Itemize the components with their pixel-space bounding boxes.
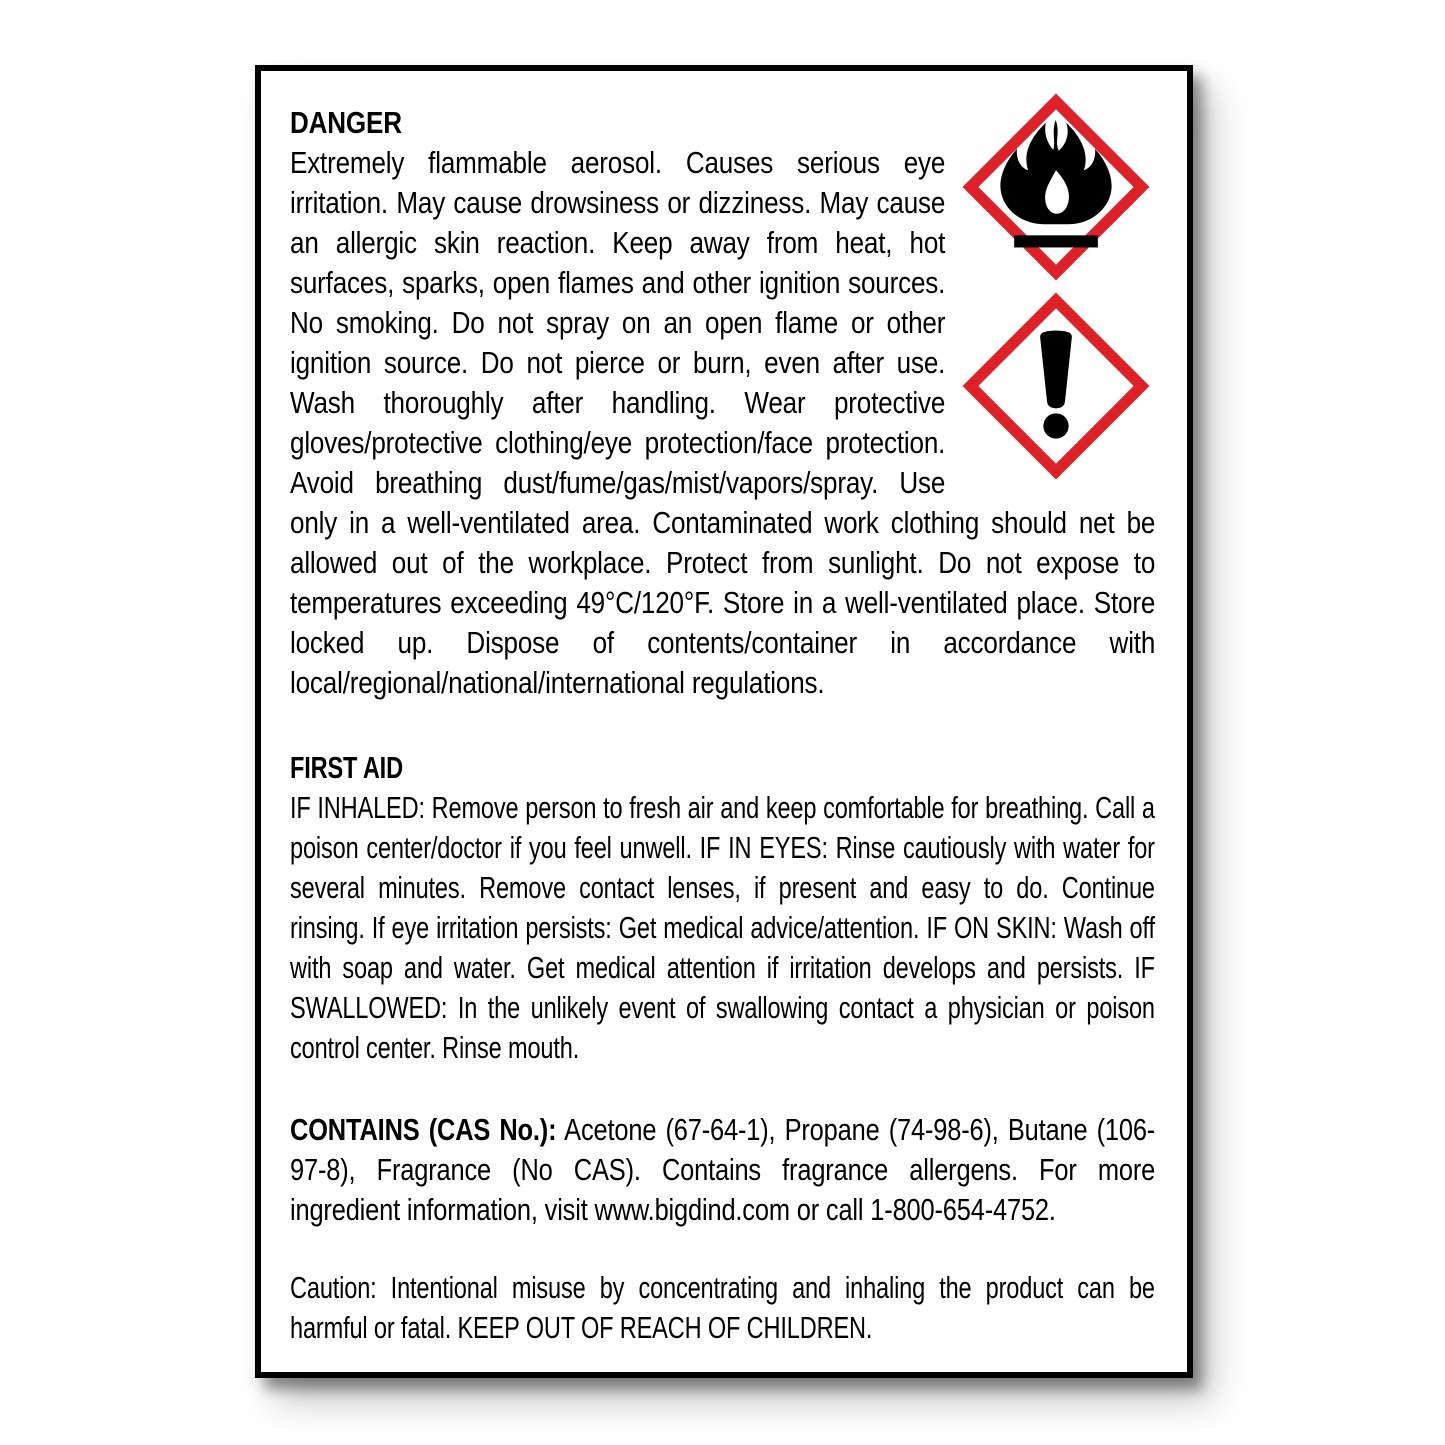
- first-aid-text: IF INHALED: Remove person to fresh air and keep comfortable for breathing. Call a poison center/doctor if you feel unwell. IF IN EYES: Rinse cautiously with water for several minutes. Remove contact lenses, if present and easy to do. Continue rinsing. If eye irritation persists: Get medical advice/attention. IF ON SKIN: Wash off with soap and water. Get medical attention if irritation develops and persists. IF SWALLOWED: In the unlikely event of swallowing contact a physician or poison control center. Rinse mouth.: [290, 790, 1155, 1065]
- first-aid-heading: FIRST AID: [290, 750, 403, 785]
- danger-text: Extremely flammable aerosol. Causes serious eye irritation. May cause drowsiness or dizziness. May cause an allergic skin reaction. Keep away from heat, hot surfaces, sparks, open flames and other ignition sources. No smoking. Do not spray on an open flame or other ignition source. Do not pierce or burn, even after use. Wash thoroughly after handling. Wear protective gloves/protective clothing/eye protection/face protection. Avoid breathing dust/fume/gas/mist/vapors/spray. Use only in a well-ventilated area. Contaminated work clothing should net be allowed out of the workplace. Protect from sunlight. Do not expose to temperatures exceeding 49°C/120°F. Store in a well-ventilated place. Store locked up. Dispose of contents/container in accordance with local/regional/national/international regulations.: [290, 145, 1156, 700]
- first-aid-section: [290, 748, 1155, 1068]
- contains-heading: CONTAINS (CAS No.):: [290, 1112, 557, 1147]
- caution-section: [290, 1268, 1155, 1348]
- ghs-label: [255, 65, 1193, 1378]
- danger-section: [290, 103, 1155, 703]
- pictogram-float-spacer: [945, 103, 1155, 488]
- contains-body: Acetone (67-64-1), Propane (74-98-6), Butane (106-97-8), Fragrance (No CAS). Contains fragrance allergens. For more ingredient information, visit www.bigdind.com or call 1-800-654-4752.: [290, 1112, 1156, 1227]
- caution-text: Caution: Intentional misuse by concentrating and inhaling the product can be harmful or fatal. KEEP OUT OF REACH OF CHILDREN.: [290, 1270, 1155, 1345]
- danger-heading: DANGER: [290, 105, 402, 140]
- contains-section: [290, 1110, 1155, 1230]
- contains-text: [290, 1110, 1155, 1230]
